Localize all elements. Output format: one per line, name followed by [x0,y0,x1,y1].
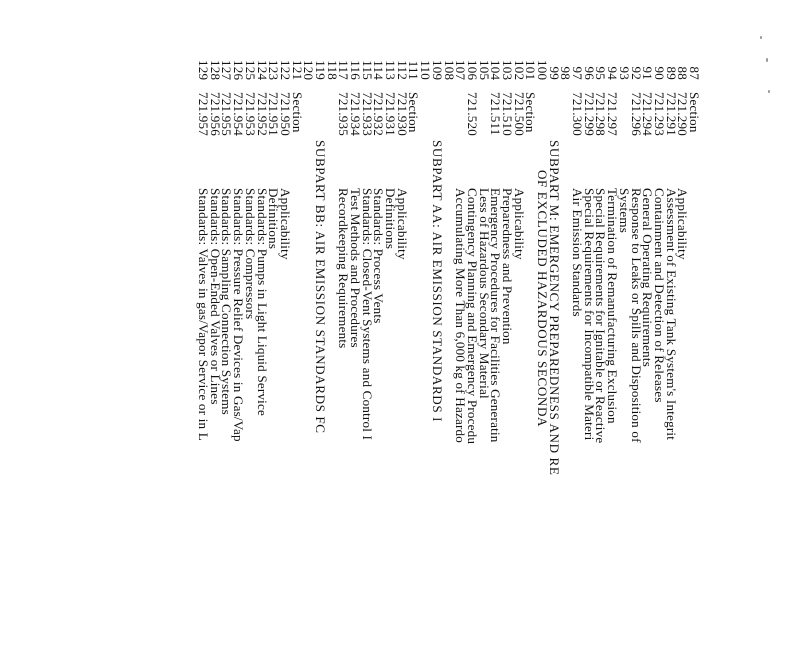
section-number: 721.300 [570,92,586,136]
subpart-heading: SUBPART AA: AIR EMISSION STANDARDS I [429,140,445,423]
line-number: 98 [558,66,574,80]
section-number: 721.957 [196,92,212,136]
document-line [196,60,212,660]
section-number: 721.293 [651,92,667,136]
line-number: 123 [266,60,282,81]
scan-speck [760,36,762,39]
line-number: 124 [254,60,270,81]
section-number: 721.934 [348,92,364,136]
line-number: 125 [242,60,258,81]
section-number: 721.930 [394,92,410,136]
section-number: 721.510 [500,92,515,136]
document-line [535,60,551,660]
line-number: 91 [640,66,656,80]
section-title: Applicability [394,188,410,260]
line-number: 89 [663,66,679,80]
line-number: 102 [511,60,527,81]
section-number: Section [523,92,539,133]
section-title: Applicability [675,188,691,260]
section-title: Special Requirements for Ignitable or Reactive [593,188,609,444]
section-number: Section [406,92,422,133]
section-title: Termination of Remanufacturing Exclusion [605,188,621,424]
section-title: Systems [616,188,632,234]
line-number: 111 [406,60,422,80]
subpart-heading-continuation: OF EXCLUDED HAZARDOUS SECONDA [535,170,551,428]
document-line [431,60,443,660]
line-number: 118 [324,60,340,80]
section-number: 721.298 [593,92,609,136]
section-title: Standards: Closed-Vent Systems and Control I [359,188,375,441]
scan-speck [768,90,770,93]
line-number: 117 [336,60,352,80]
line-number: 121 [289,60,305,81]
section-number: 721.500 [511,92,527,136]
section-number: Section [687,92,702,133]
line-number: 104 [488,60,504,81]
line-number: 126 [231,60,247,81]
document-line [688,60,700,660]
document-line [338,60,350,660]
section-number: 721.951 [266,92,282,136]
document-line [501,60,513,660]
line-number: 120 [301,60,317,81]
line-number: 106 [464,60,480,81]
document-line [279,60,291,660]
section-number: 721.932 [371,92,387,136]
section-title: Standards: Sampling Connection Systems [219,188,235,415]
document-line [630,60,642,660]
line-number: 114 [371,60,387,80]
section-number: 721.952 [254,92,270,136]
line-number: 110 [418,60,434,80]
line-number: 103 [500,60,515,81]
line-number: 96 [581,66,597,80]
document-line [348,60,364,660]
document-line [420,60,432,660]
section-title: Standards: Pressure Relief Devices in Gas/Vap [231,188,247,442]
section-title: Standards: Compressors [242,188,258,320]
section-title: Test Methods and Procedures [348,188,364,348]
document-line [256,60,268,660]
scan-specks [756,32,776,112]
section-number: 721.291 [663,92,679,136]
document-line [233,60,245,660]
document-line [653,60,665,660]
section-title: Response to Leaks or Spills and Disposition of [628,188,644,443]
line-number: 112 [394,60,410,80]
section-title: Emergency Procedures for Facilities Generatin [488,188,504,443]
section-number: 721.953 [242,92,258,136]
line-number: 101 [523,60,539,81]
section-number: 721.933 [359,92,375,136]
document-line [607,60,619,660]
section-title: Standards: Valves in gas/Vapor Service or in L [196,188,212,441]
section-number: 721.290 [675,92,691,136]
section-title: General Operating Requirements [640,188,656,368]
section-number: 721.511 [488,92,504,136]
line-number: 99 [546,66,562,80]
line-number: 109 [429,60,445,81]
document-line [570,60,586,660]
line-number: 92 [628,66,644,80]
section-number: 721.520 [464,92,480,136]
line-number: 127 [219,60,235,81]
line-number: 119 [313,60,328,80]
section-title: Special Requirements for Incompatible Materi [581,188,597,441]
section-number: 721.294 [640,92,656,136]
section-number: 721.299 [581,92,597,136]
line-number: 90 [651,66,667,80]
section-title: Preparedness and Prevention [500,188,515,345]
document-line [314,60,326,660]
line-number: 97 [570,66,586,80]
section-title: Applicability [511,188,527,260]
document-line [361,60,373,660]
line-number: 108 [441,60,457,81]
line-number: 87 [687,66,702,80]
document-line [466,60,478,660]
line-number: 122 [277,60,293,81]
document-line [583,60,595,660]
section-title: Standards: Pumps in Light Liquid Service [254,188,270,417]
line-number: 113 [383,60,399,80]
section-number: Section [289,92,305,133]
section-title: Standards: Process Vents [371,188,387,324]
section-title: Less of Hazardous Secondary Material [476,188,492,399]
line-number: 94 [605,66,621,80]
line-number: 95 [593,66,609,80]
section-number: 721.950 [277,92,293,136]
section-title: Contingency Planning and Emergency Procedu [464,188,480,445]
line-number: 105 [476,60,492,81]
section-number: 721.935 [336,92,352,136]
line-number: 115 [359,60,375,80]
line-number: 116 [348,60,364,80]
section-title: Containment and Detection of Releases [651,188,667,403]
document-line [396,60,408,660]
section-number: 721.297 [605,92,621,136]
subpart-heading: SUBPART BB: AIR EMISSION STANDARDS FC [313,140,328,434]
line-number: 88 [675,66,691,80]
section-title: Applicability [277,188,293,260]
document-line [455,60,467,660]
section-number: 721.954 [231,92,247,136]
document-line [303,60,315,660]
section-number: 721.956 [207,92,223,136]
line-number: 128 [207,60,223,81]
section-number: 721.296 [628,92,644,136]
line-number: 93 [616,66,632,80]
scan-speck [766,58,768,62]
section-title: Recordkeeping Requirements [336,188,352,349]
document-line [291,60,303,660]
line-number: 129 [196,60,212,81]
section-title: Assessment of Existing Tank System's Integrit [663,188,679,441]
section-title: Air Emission Standards [570,188,586,317]
section-title: Definitions [383,188,399,250]
section-title: Accumulating More Than 6,000 kg of Hazardo [453,188,469,444]
document-line [525,60,537,660]
line-number: 107 [453,60,469,81]
line-number: 100 [535,60,551,81]
rotated-document-page [60,60,700,660]
section-number: 721.955 [219,92,235,136]
document-line [408,60,420,660]
section-title: Definitions [266,188,282,250]
document-line [383,60,399,660]
section-title: Standards: Open-Ended Valves or Lines [207,188,223,405]
document-line [513,60,525,660]
section-number: 721.931 [383,92,399,136]
subpart-heading: SUBPART M: EMERGENCY PREPAREDNESS AND RE [546,140,562,476]
